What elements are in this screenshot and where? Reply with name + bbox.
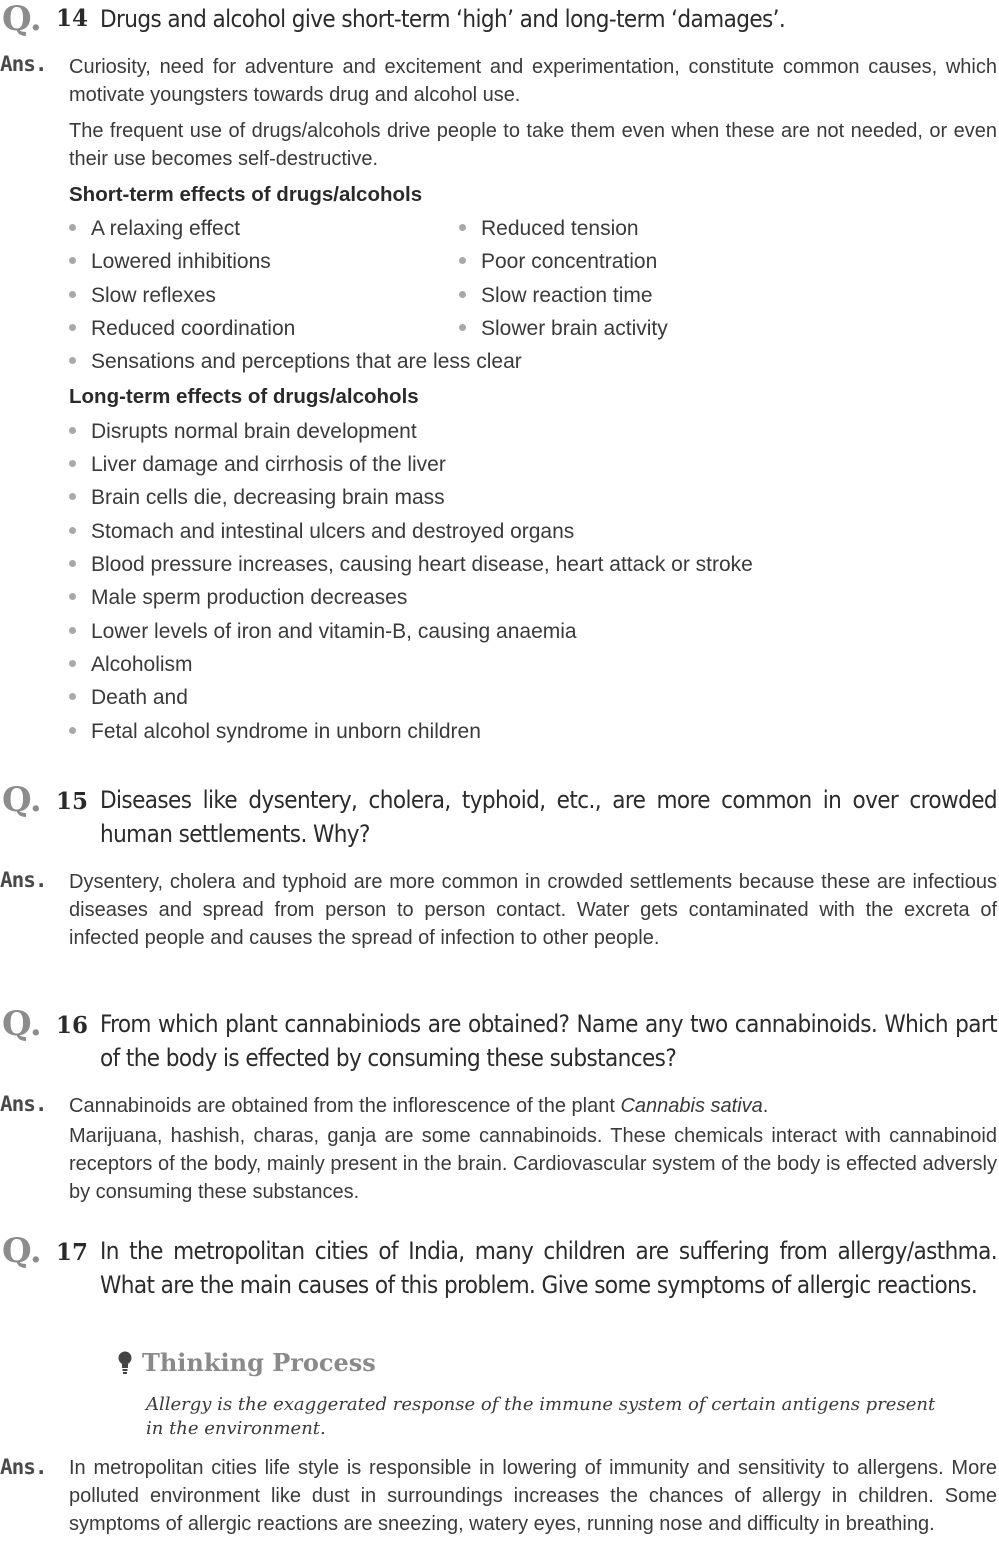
- bullet-icon: [69, 527, 76, 534]
- bullet-icon: [69, 257, 76, 264]
- list-item: Lowered inhibitions: [69, 249, 271, 275]
- list-item: Brain cells die, decreasing brain mass: [69, 485, 445, 511]
- list-item: Slow reflexes: [69, 283, 216, 309]
- question-mark: Q.: [2, 0, 42, 39]
- answer-paragraph: The frequent use of drugs/alcohols drive people to take them even when these are not needed, or even their use becomes self-destructive.: [69, 120, 997, 170]
- bullet-icon: [459, 324, 466, 331]
- question-text: Drugs and alcohol give short-term ‘high’ and long-term ‘damages’.: [100, 5, 786, 33]
- answer-label: Ans.: [0, 868, 47, 892]
- bullet-icon: [459, 257, 466, 264]
- bullet-icon: [69, 291, 76, 298]
- answer-paragraph: Dysentery, cholera and typhoid are more common in crowded settlements because these are infectious diseases and spread from person to person contact. Water gets contaminated with the excreta of infected people and causes the spread of infection to other people.: [69, 871, 997, 949]
- list-item: Liver damage and cirrhosis of the liver: [69, 452, 446, 478]
- list-item: Slow reaction time: [459, 283, 653, 309]
- question-number: 14: [56, 5, 89, 32]
- question-text: Diseases like dysentery, cholera, typhoid, etc., are more common in over crowded human settlements. Why?: [100, 786, 997, 848]
- answer-label: Ans.: [0, 1455, 47, 1479]
- list-item: Fetal alcohol syndrome in unborn children: [69, 719, 481, 745]
- bullet-icon: [69, 693, 76, 700]
- bullet-icon: [69, 627, 76, 634]
- question-number: 17: [56, 1239, 89, 1266]
- list-item: Stomach and intestinal ulcers and destroyed organs: [69, 519, 574, 545]
- species-name: Cannabis sativa: [620, 1095, 763, 1117]
- bullet-icon: [69, 357, 76, 364]
- list-item: Poor concentration: [459, 249, 657, 275]
- answer-label: Ans.: [0, 1092, 47, 1116]
- list-item: Sensations and perceptions that are less clear: [69, 349, 522, 375]
- question-number: 16: [56, 1012, 89, 1039]
- bullet-icon: [69, 224, 76, 231]
- bullet-icon: [69, 427, 76, 434]
- list-item: Reduced coordination: [69, 316, 295, 342]
- question-number: 15: [56, 788, 89, 815]
- bullet-icon: [69, 493, 76, 500]
- list-item: Slower brain activity: [459, 316, 668, 342]
- bullet-icon: [69, 560, 76, 567]
- question-mark: Q.: [2, 1231, 42, 1271]
- bullet-icon: [69, 660, 76, 667]
- bullet-icon: [459, 291, 466, 298]
- question-mark: Q.: [2, 1004, 42, 1044]
- lightbulb-icon: [118, 1349, 132, 1377]
- thinking-process-text: Allergy is the exaggerated response of the immune system of certain antigens present in the environment.: [146, 1394, 936, 1439]
- list-item: Alcoholism: [69, 652, 193, 678]
- thinking-process-heading: Thinking Process: [118, 1348, 376, 1379]
- answer-paragraph: Marijuana, hashish, charas, ganja are some cannabinoids. These chemicals interact with cannabinoid receptors of the body, mainly present in the brain. Cardiovascular system of the body is effected adversly by consuming these substances.: [69, 1125, 997, 1203]
- bullet-icon: [69, 324, 76, 331]
- list-item: Blood pressure increases, causing heart disease, heart attack or stroke: [69, 552, 753, 578]
- bullet-icon: [69, 593, 76, 600]
- bullet-icon: [69, 727, 76, 734]
- answer-paragraph: Curiosity, need for adventure and excitement and experimentation, constitute common causes, which motivate youngsters towards drug and alcohol use.: [69, 56, 997, 106]
- question-text: From which plant cannabiniods are obtained? Name any two cannabinoids. Which part of the body is effected by consuming these substances?: [100, 1010, 997, 1072]
- bullet-icon: [69, 460, 76, 467]
- answer-paragraph: Cannabinoids are obtained from the inflorescence of the plant Cannabis sativa.: [69, 1095, 769, 1117]
- question-mark: Q.: [2, 780, 42, 820]
- question-text: In the metropolitan cities of India, many children are suffering from allergy/asthma. What are the main causes of this problem. Give some symptoms of allergic reactions.: [100, 1237, 997, 1299]
- list-item: Lower levels of iron and vitamin-B, causing anaemia: [69, 619, 577, 645]
- list-item: Male sperm production decreases: [69, 585, 407, 611]
- bullet-icon: [459, 224, 466, 231]
- list-item: Death and: [69, 685, 188, 711]
- list-item: Reduced tension: [459, 216, 639, 242]
- answer-paragraph: In metropolitan cities life style is responsible in lowering of immunity and sensitivity to allergens. More polluted environment like dust in surroundings increases the chances of allergy in children. Some symptoms of allergic reactions are sneezing, watery eyes, running nose and difficulty in breathing.: [69, 1457, 997, 1535]
- section-heading: Short-term effects of drugs/alcohols: [69, 183, 423, 206]
- answer-label: Ans.: [0, 52, 47, 76]
- section-heading: Long-term effects of drugs/alcohols: [69, 385, 419, 408]
- list-item: A relaxing effect: [69, 216, 240, 242]
- list-item: Disrupts normal brain development: [69, 419, 417, 445]
